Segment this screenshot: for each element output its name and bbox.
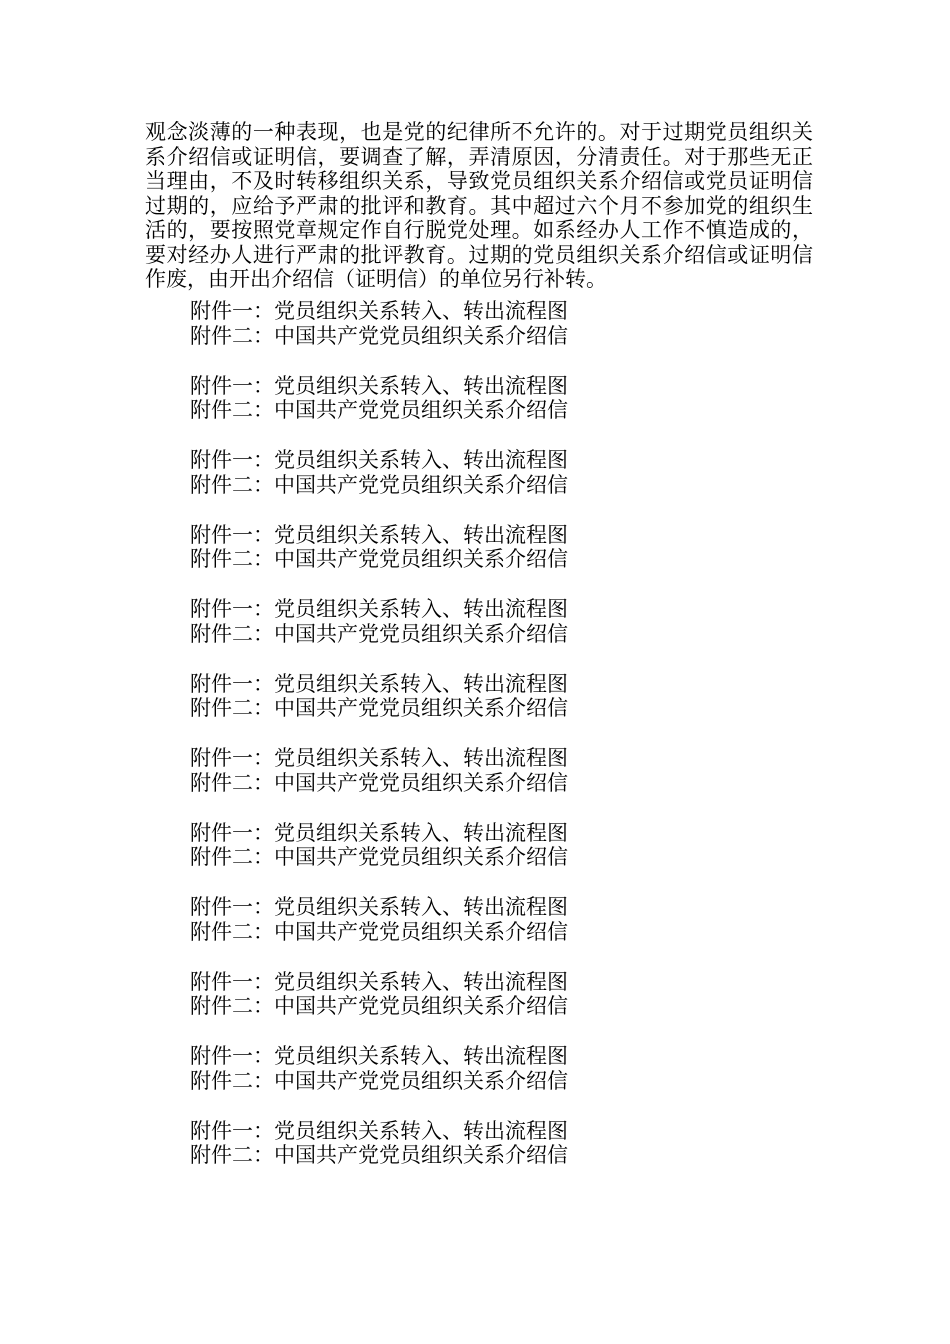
attachment-one-line: 附件一：党员组织关系转入、转出流程图: [190, 895, 568, 919]
attachment-two-line: 附件二：中国共产党党员组织关系介绍信: [190, 547, 568, 571]
attachment-one-line: 附件一：党员组织关系转入、转出流程图: [190, 448, 568, 472]
attachment-group: [190, 746, 810, 795]
attachment-two-line: 附件二：中国共产党党员组织关系介绍信: [190, 323, 568, 348]
attachment-one-line: 附件一：党员组织关系转入、转出流程图: [190, 522, 568, 547]
attachment-one-line: 附件一：党员组织关系转入、转出流程图: [190, 1044, 568, 1068]
attachment-group: [190, 1119, 810, 1168]
attachment-group: [190, 1044, 810, 1093]
attachment-two-line: 附件二：中国共产党党员组织关系介绍信: [190, 845, 568, 869]
attachment-two-line: 附件二：中国共产党党员组织关系介绍信: [190, 1068, 568, 1093]
attachment-one-line: 附件一：党员组织关系转入、转出流程图: [190, 820, 568, 845]
attachment-group: [190, 821, 810, 870]
attachment-two-line: 附件二：中国共产党党员组织关系介绍信: [190, 398, 568, 422]
attachment-group: [190, 448, 810, 497]
attachment-two-line: 附件二：中国共产党党员组织关系介绍信: [190, 1143, 568, 1167]
attachment-group: [190, 374, 810, 423]
attachment-group: [190, 970, 810, 1019]
attachment-one-line: 附件一：党员组织关系转入、转出流程图: [190, 597, 568, 621]
attachment-two-line: 附件二：中国共产党党员组织关系介绍信: [190, 770, 568, 795]
attachment-group: [190, 523, 810, 572]
body-paragraph: 观念淡薄的一种表现，也是党的纪律所不允许的。对于过期党员组织关系介绍信或证明信，要调查了解，弄清原因，分清责任。对于那些无正当理由，不及时转移组织关系，导致党员组织关系介绍信或党员证明信过期的，应给予严肃的批评和教育。其中超过六个月不参加党的组织生活的，要按照党章规定作自行脱党处理。如系经办人工作不慎造成的，要对经办人进行严肃的批评教育。过期的党员组织关系介绍信或证明信作废，由开出介绍信（证明信）的单位另行补转。: [145, 120, 813, 291]
attachment-one-line: 附件一：党员组织关系转入、转出流程图: [190, 373, 568, 398]
attachment-one-line: 附件一：党员组织关系转入、转出流程图: [190, 1118, 568, 1143]
attachment-list: [190, 299, 810, 1193]
attachment-two-line: 附件二：中国共产党党员组织关系介绍信: [190, 994, 568, 1018]
attachment-two-line: 附件二：中国共产党党员组织关系介绍信: [190, 696, 568, 720]
attachment-two-line: 附件二：中国共产党党员组织关系介绍信: [190, 472, 568, 497]
attachment-one-line: 附件一：党员组织关系转入、转出流程图: [190, 746, 568, 770]
attachment-two-line: 附件二：中国共产党党员组织关系介绍信: [190, 621, 568, 646]
attachment-one-line: 附件一：党员组织关系转入、转出流程图: [190, 299, 568, 323]
attachment-group: [190, 597, 810, 646]
attachment-group: [190, 895, 810, 944]
attachment-two-line: 附件二：中国共产党党员组织关系介绍信: [190, 919, 568, 944]
attachment-one-line: 附件一：党员组织关系转入、转出流程图: [190, 671, 568, 696]
attachment-group: [190, 672, 810, 721]
attachment-one-line: 附件一：党员组织关系转入、转出流程图: [190, 969, 568, 994]
attachment-group: [190, 299, 810, 348]
